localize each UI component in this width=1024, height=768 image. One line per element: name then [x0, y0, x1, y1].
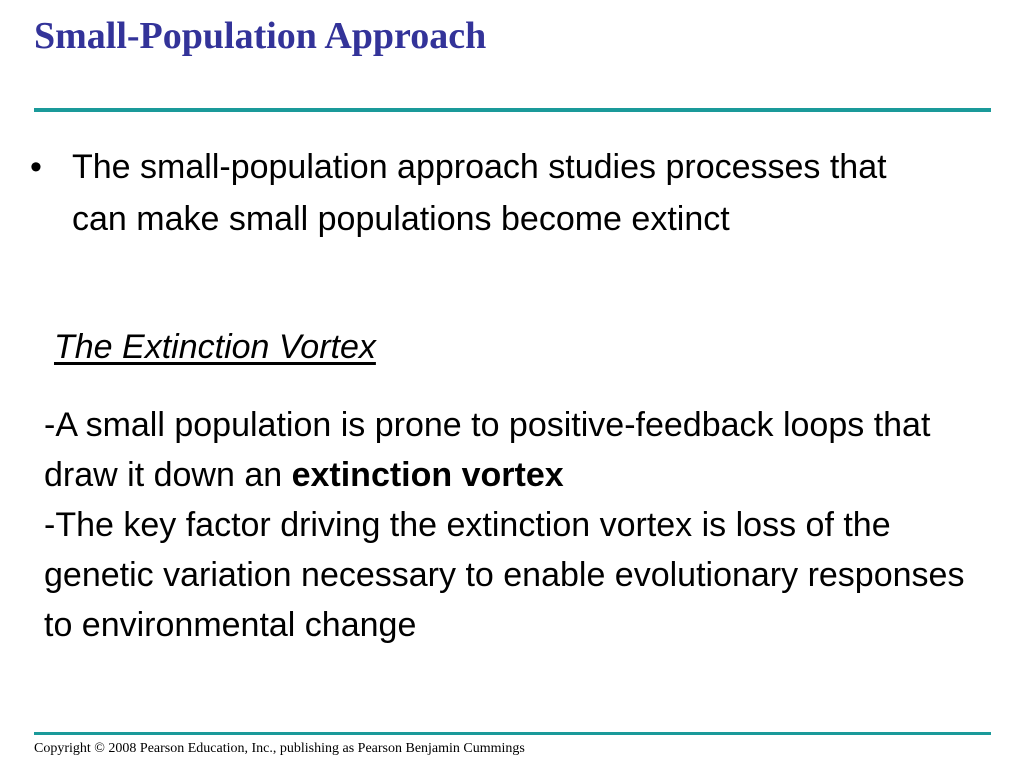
- paragraph-extinction-vortex: [44, 400, 994, 500]
- copyright-footer: Copyright © 2008 Pearson Education, Inc., publishing as Pearson Benjamin Cummings: [34, 741, 525, 756]
- paragraph-prefix: -A small population is prone to positive-feedback loops that draw it down an: [44, 406, 931, 494]
- paragraph-key-factor: -The key factor driving the extinction vortex is loss of the genetic variation necessary to enable evolutionary responses to environmental change: [44, 506, 965, 644]
- bullet-text: The small-population approach studies processes that can make small populations become extinct: [72, 148, 887, 238]
- footer-divider: [34, 732, 991, 735]
- bullet-marker: •: [30, 148, 42, 186]
- slide-title: Small-Population Approach: [34, 15, 487, 57]
- subheading: The Extinction Vortex: [54, 328, 376, 366]
- body-text: [44, 400, 994, 650]
- bold-term: extinction vortex: [291, 456, 564, 494]
- title-divider: [34, 108, 991, 112]
